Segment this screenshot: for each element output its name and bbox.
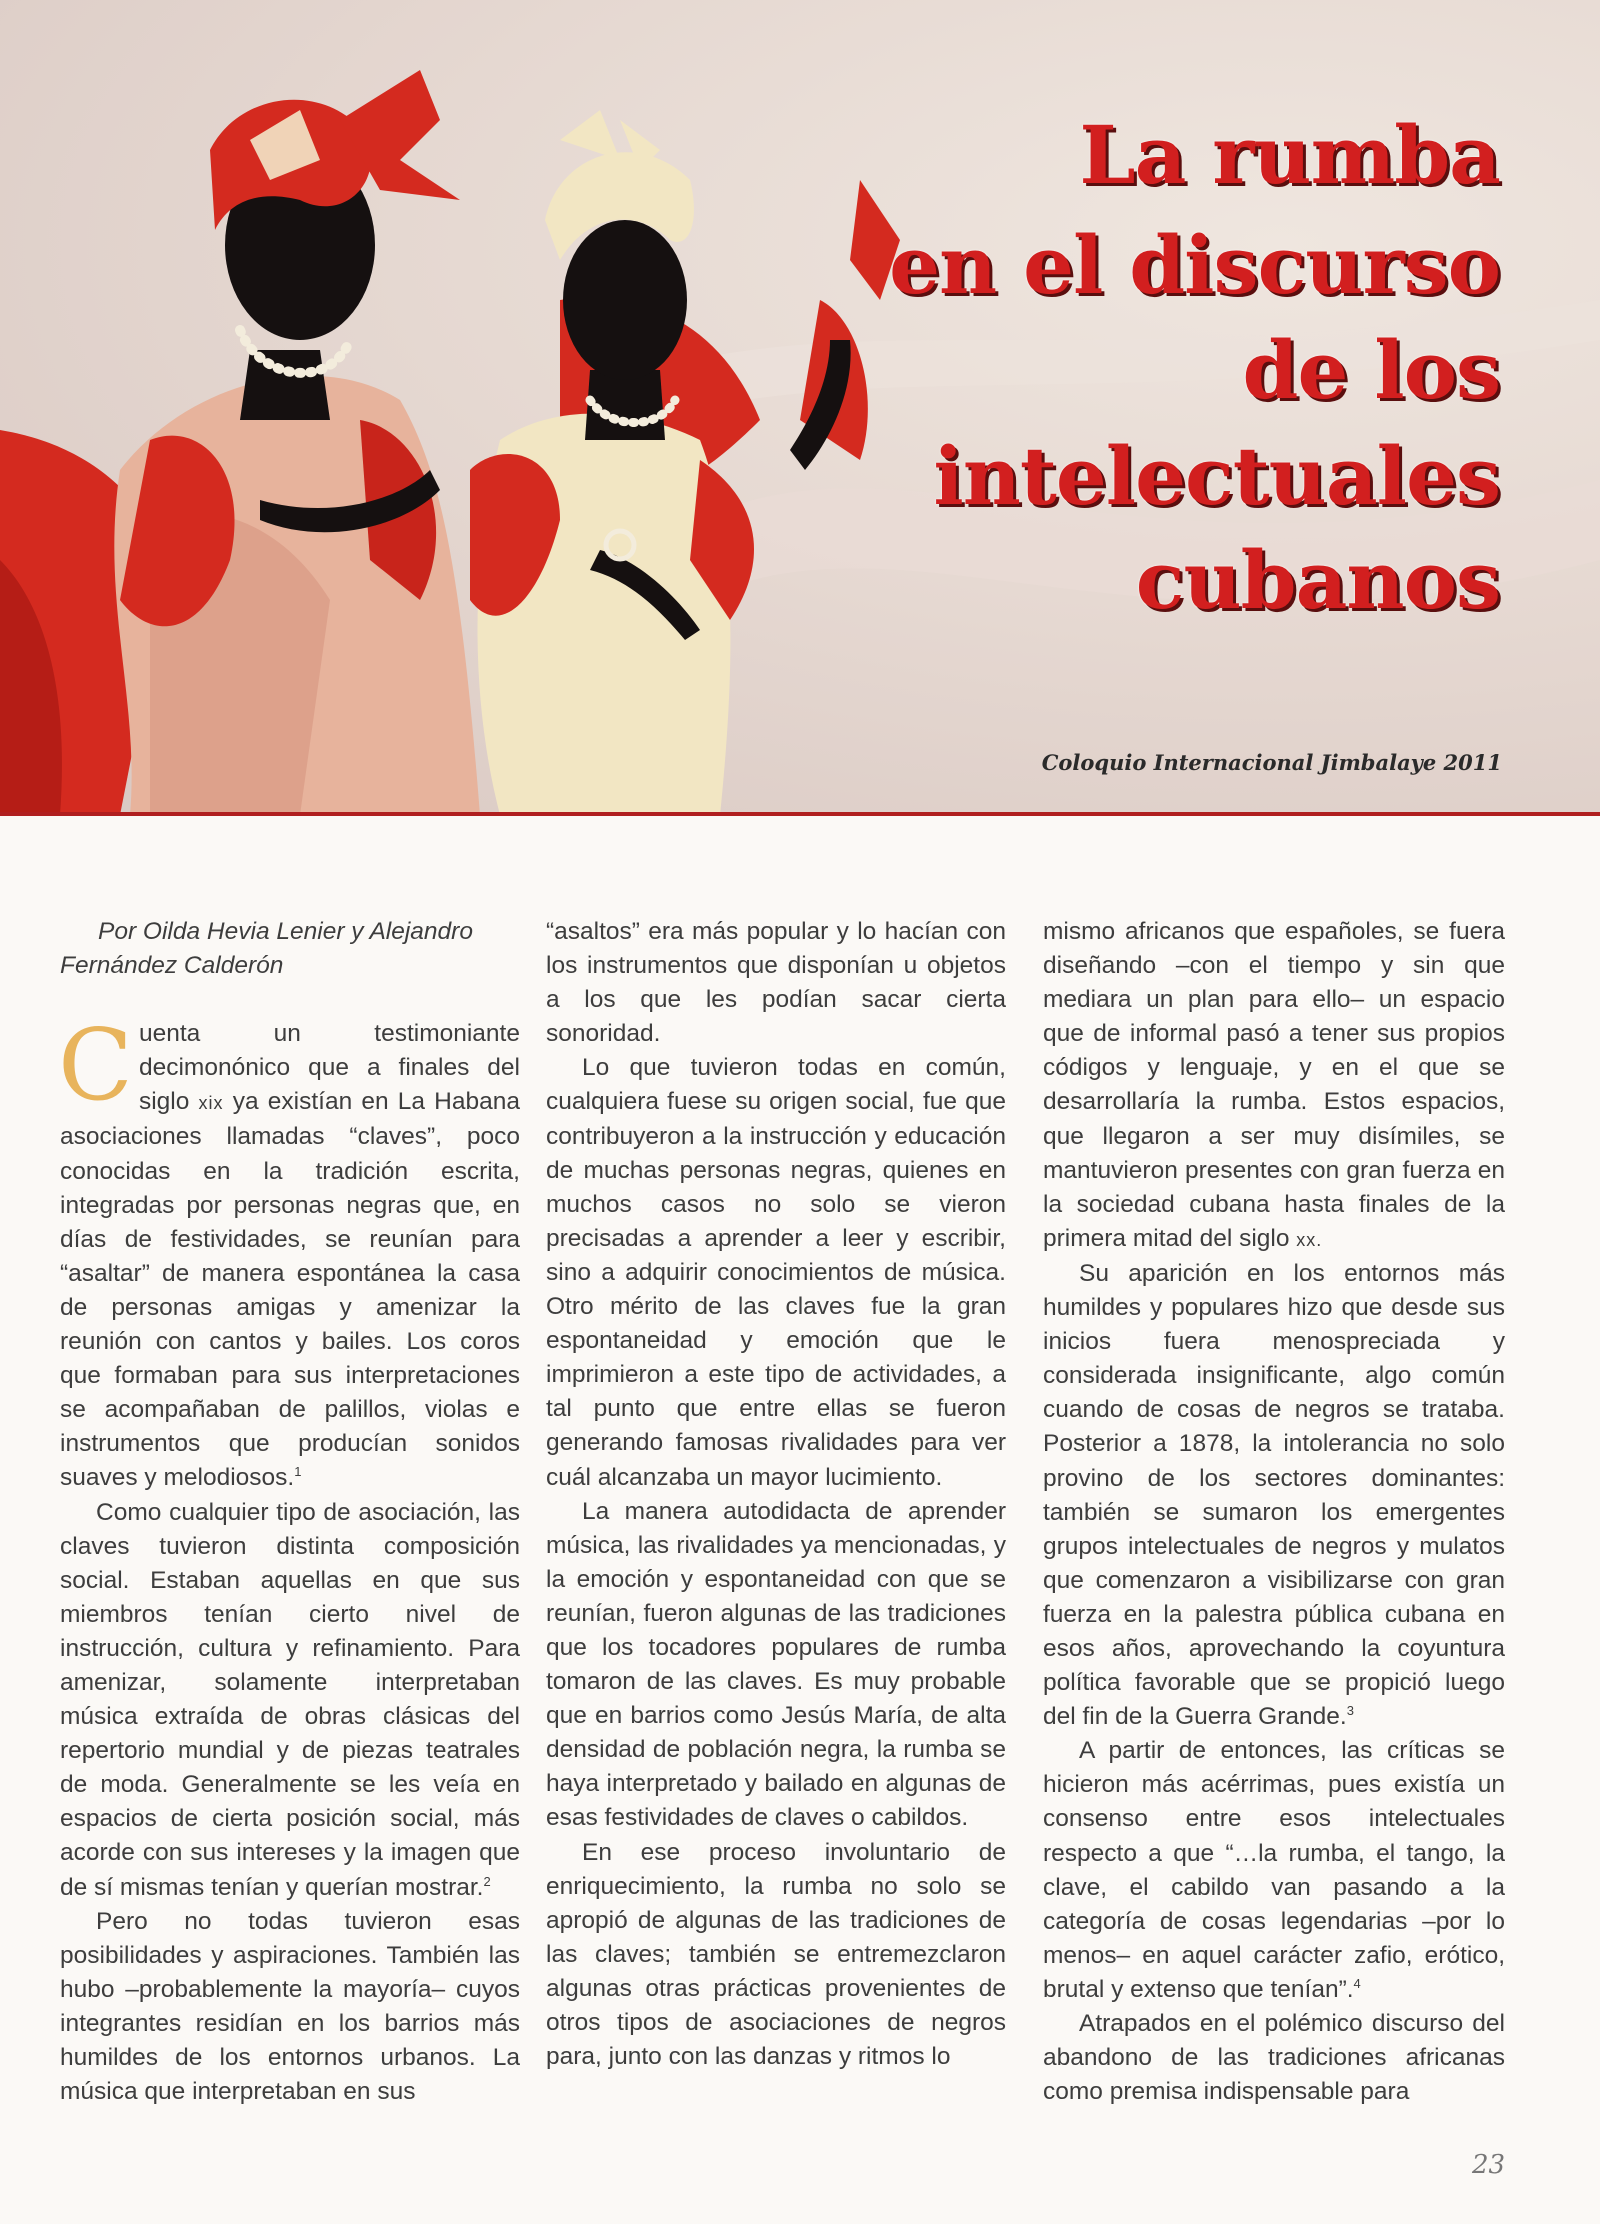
article-title-line-2: en el discurso (889, 218, 1500, 312)
paragraph-text: En ese proceso involuntario de enriquecimiento, la rumba no solo se apropió de algunas de las tradiciones de las claves; también se entremezclaron algunas otras prácticas provenientes de otros tipos de asociaciones de negros para, junto con las danzas y ritmos lo (546, 1838, 1006, 2071)
paragraph (1043, 1257, 1505, 1734)
article-column-1 (60, 915, 520, 2109)
paragraph-text: mismo africanos que españoles, se fuera diseñando –con el tiempo y sin que mediara un plan para ello– un espacio que de informal pasó a tener sus propios códigos y lenguaje, y en el que se desarrollaría la rumba. Estos espacios, que llegaron a ser muy disímiles, se mantuvieron presentes con gran fuerza en la sociedad cubana hasta finales de la primera mitad del siglo (1043, 918, 1505, 1252)
page-number: 23 (1472, 2150, 1506, 2180)
header-banner (0, 0, 1600, 815)
article-title-line-5: cubanos (1135, 533, 1500, 627)
paragraph-text: Atrapados en el polémico discurso del abandono de las tradiciones africanas como premisa indispensable para (1043, 2010, 1505, 2106)
paragraph (1043, 1734, 1505, 2007)
paragraph-text: Lo que tuvieron todas en común, cualquiera fuese su origen social, fue que contribuyeron a la instrucción y educación de muchas personas negras, quienes en muchos casos no solo se vieron precisadas a aprender a leer y escribir, sino a adquirir conocimientos de música. Otro mérito de las claves fue la gran espontaneidad y emoción que le imprimieron a este tipo de actividades, a tal punto que entre ellas se fueron generando famosas rivalidades para ver cuál alcanzaba un mayor lucimiento. (546, 1054, 1006, 1491)
paragraph (546, 1051, 1006, 1494)
paragraph-text: ya existían en La Habana asociaciones llamadas “claves”, poco conocidas en la tradición escrita, integradas por personas negras que, en días de festividades, se reunían para “asaltar” de manera espontánea la casa de personas amigas y amenizar la reunión con cantos y bailes. Los coros que formaban para sus interpretaciones se acompañaban de palillos, violas e instrumentos que producían sonidos suaves y melodiosos. (60, 1088, 520, 1492)
drop-cap: C (58, 1009, 133, 1124)
paragraph-text: Como cualquier tipo de asociación, las claves tuvieron distinta composición social. Estaban aquellas en que sus miembros tenían cierto nivel de instrucción, cultura y refinamiento. Para amenizar, solamente interpretaban música extraída de obras clásicas del repertorio mundial y de piezas teatrales de moda. Generalmente se les veía en espacios de cierta posición social, más acorde con sus intereses y la imagen que de sí mismas tenían y querían mostrar. (60, 1498, 520, 1901)
byline-line-1: Por Oilda Hevia Lenier y Alejandro (98, 918, 473, 945)
small-caps-text: xx. (1296, 1229, 1323, 1250)
footnote-ref: 4 (1353, 1975, 1361, 1991)
paragraph-text: A partir de entonces, las críticas se hicieron más acérrimas, pues existía un consenso entre esos intelectuales respecto a que “…la rumba, el tango, la clave, el cabildo van pasando a la categoría de cosas legendarias –por lo menos– en aquel carácter zafio, erótico, brutal y extenso que tenían”. (1043, 1737, 1505, 2003)
paragraph (546, 915, 1006, 1051)
footnote-ref: 3 (1346, 1703, 1354, 1718)
byline (60, 915, 520, 983)
paragraph (60, 1496, 520, 1905)
article-title-line-1: La rumba (1079, 108, 1500, 202)
paragraph-text: La manera autodidacta de aprender música, las rivalidades ya mencionadas, y la emoción y espontaneidad con que se reunían, fueron algunas de las tradiciones que los tocadores populares de rumba tomaron de las claves. Es muy probable que en barrios como Jesús María, de alta densidad de población negra, la rumba se haya interpretado y bailado en algunas de esas festividades de claves o cabildos. (546, 1497, 1006, 1832)
footnote-ref: 2 (483, 1873, 491, 1889)
article-title-line-4: intelectuales (933, 429, 1500, 523)
article-title-line-3: de los (1242, 323, 1500, 417)
paragraph-text: uenta un testimoniante decimonónico que a finales del siglo (138, 1020, 520, 1116)
footnote-ref: 1 (294, 1464, 302, 1480)
paragraph-text: Su aparición en los entornos más humildes y populares hizo que desde sus inicios fuera menospreciada y considerada insignificante, algo común cuando de cosas de negros se trataba. Posterior a 1878, la intolerancia no solo provino de los sectores dominantes: también se sumaron los emergentes grupos intelectuales de negros y mulatos que comenzaron a visibilizarse con gran fuerza en la palestra pública cubana en esos años, aprovechando la coyuntura política favorable que se propició luego del fin de la Guerra Grande. (1043, 1259, 1505, 1731)
paragraph-text: Pero no todas tuvieron esas posibilidades y aspiraciones. También las hubo –probablemente la mayoría– cuyos integrantes residían en los barrios más humildes de los entornos urbanos. La música que interpretaban en sus (60, 1907, 520, 2106)
small-caps-text: xix (198, 1093, 224, 1114)
paragraph (1043, 915, 1505, 1257)
article-column-2 (546, 915, 1006, 2074)
header-rule (0, 812, 1600, 816)
paragraph (58, 1009, 520, 1495)
paragraph (546, 1495, 1006, 1836)
paragraph-text: “asaltos” era más popular y lo hacían con los instrumentos que disponían u objetos a los que les podían sacar cierta sonoridad. (546, 918, 1006, 1048)
article-column-3 (1043, 915, 1505, 2109)
paragraph (60, 1905, 520, 2110)
byline-line-2: Fernández Calderón (60, 952, 284, 980)
paragraph (1043, 2007, 1505, 2109)
event-caption: Coloquio Internacional Jimbalaye 2011 (1041, 750, 1502, 775)
paragraph (546, 1836, 1006, 2075)
